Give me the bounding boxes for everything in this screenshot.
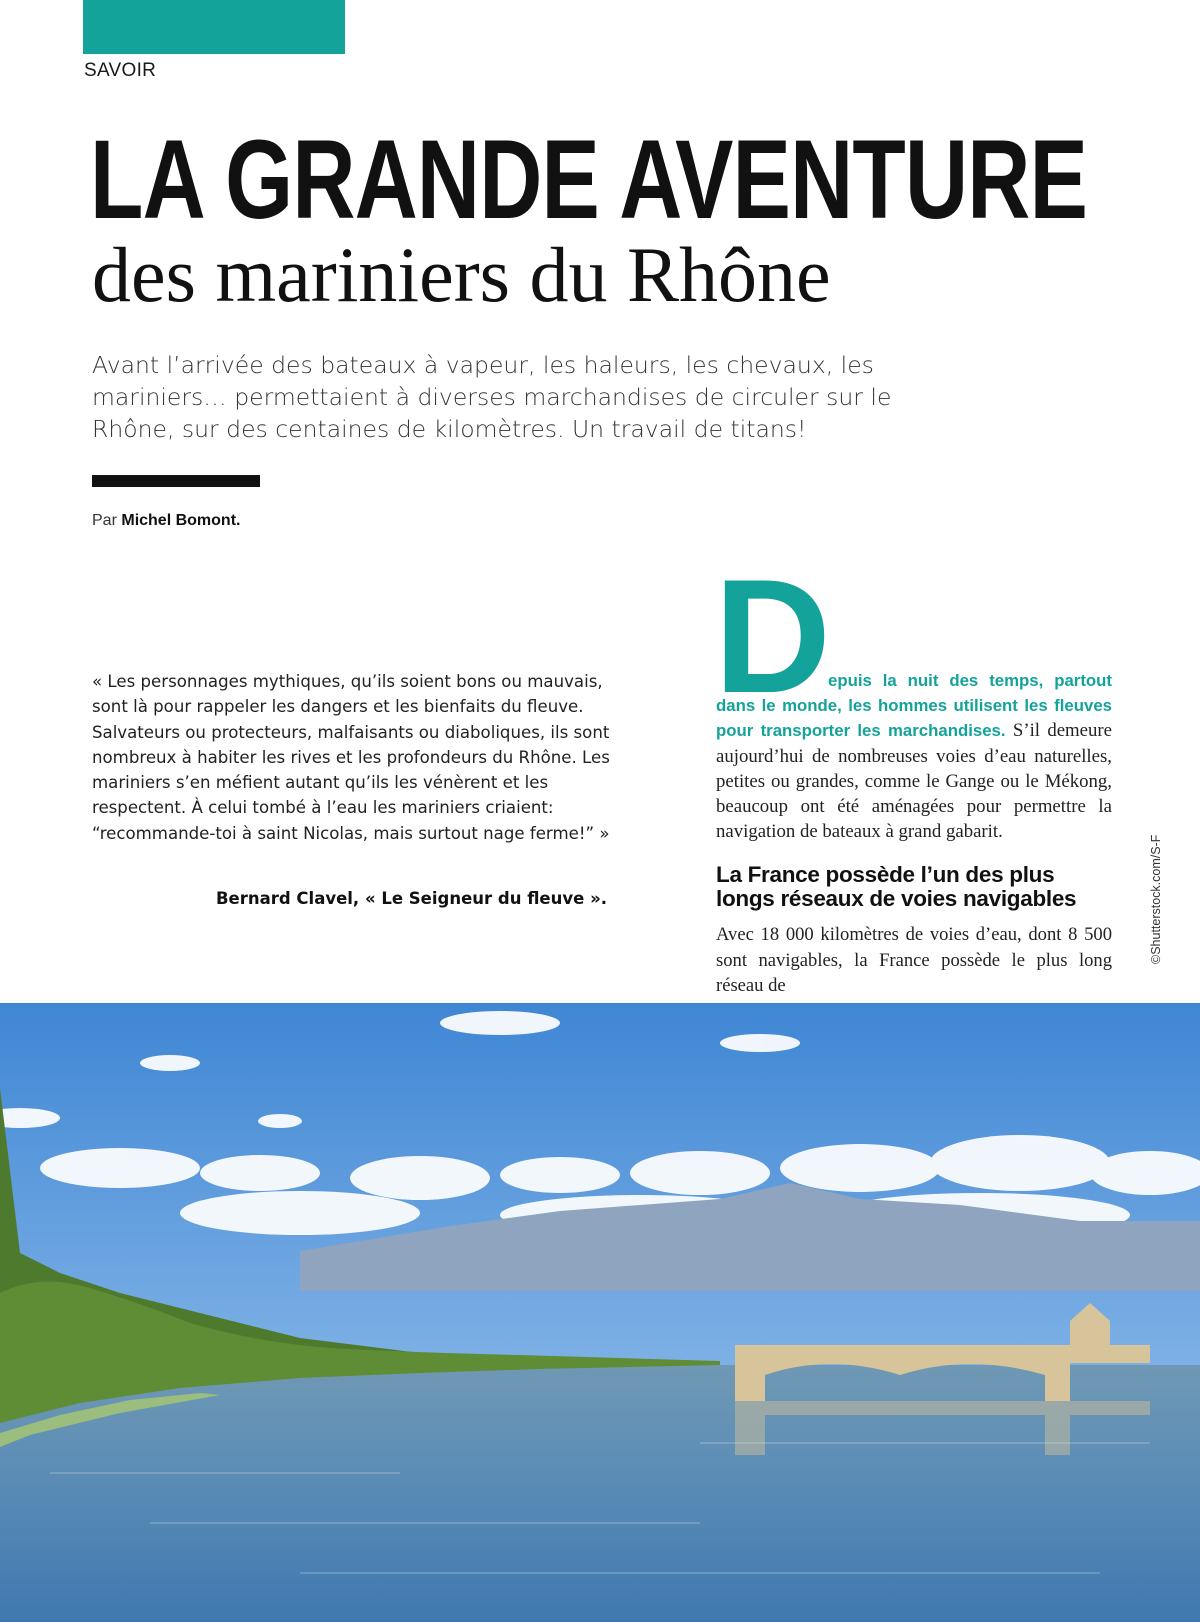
- lead-text: S’il demeure aujourd’hui de nombreuses voies d’eau naturelles, petites ou grandes, comme le Gange ou le Mékong, beaucoup ont été aménagées pour permettre la navigation de bateaux à grand gabarit.: [716, 720, 1112, 843]
- byline: [92, 512, 240, 530]
- section-color-bar: [83, 0, 345, 54]
- rhone-river-photo: [0, 1003, 1200, 1622]
- article-title: LA GRANDE AVENTURE: [90, 117, 1088, 242]
- pull-quote: « Les personnages mythiques, qu’ils soient bons ou mauvais, sont là pour rappeler les dangers et les bienfaits du fleuve. Salvateurs ou protecteurs, malfaisants ou diaboliques, ils sont nombreux à habiter les rives et les profondeurs du Rhône. Les mariniers s’en méfient autant qu’ils les vénèrent et les respectent. À celui tombé à l’eau les mariniers criaient: “recommande-toi à saint Nicolas, mais surtout nage ferme!” »: [92, 672, 610, 843]
- lead-highlight: epuis la nuit des temps, partout dans le monde, les hommes utilisent les fleuves pour transporter les marchandises.: [716, 671, 1112, 741]
- divider-rule: [92, 475, 260, 487]
- section-subheading: La France possède l’un des plus longs réseaux de voies navigables: [716, 862, 1077, 911]
- byline-prefix: Par: [92, 512, 117, 529]
- article-subtitle: des mariniers du Rhône: [92, 231, 831, 318]
- byline-author: Michel Bomont.: [121, 512, 241, 529]
- body-paragraph: Avec 18 000 kilomètres de voies d’eau, dont 8 500 sont navigables, la France possède le plus long réseau de: [716, 924, 1112, 996]
- article-intro: Avant l’arrivée des bateaux à vapeur, les haleurs, les chevaux, les mariniers… permettaient à diverses marchandises de circuler sur le Rhône, sur des centaines de kilomètres. Un travail de titans!: [92, 351, 892, 443]
- quote-source: Bernard Clavel, « Le Seigneur du fleuve ».: [215, 889, 607, 908]
- section-label: SAVOIR: [84, 60, 157, 81]
- drop-cap: D: [714, 546, 831, 727]
- photo-credit: ©Shutterstock.com/S-F: [1149, 834, 1163, 964]
- lead-paragraph: [716, 668, 1112, 844]
